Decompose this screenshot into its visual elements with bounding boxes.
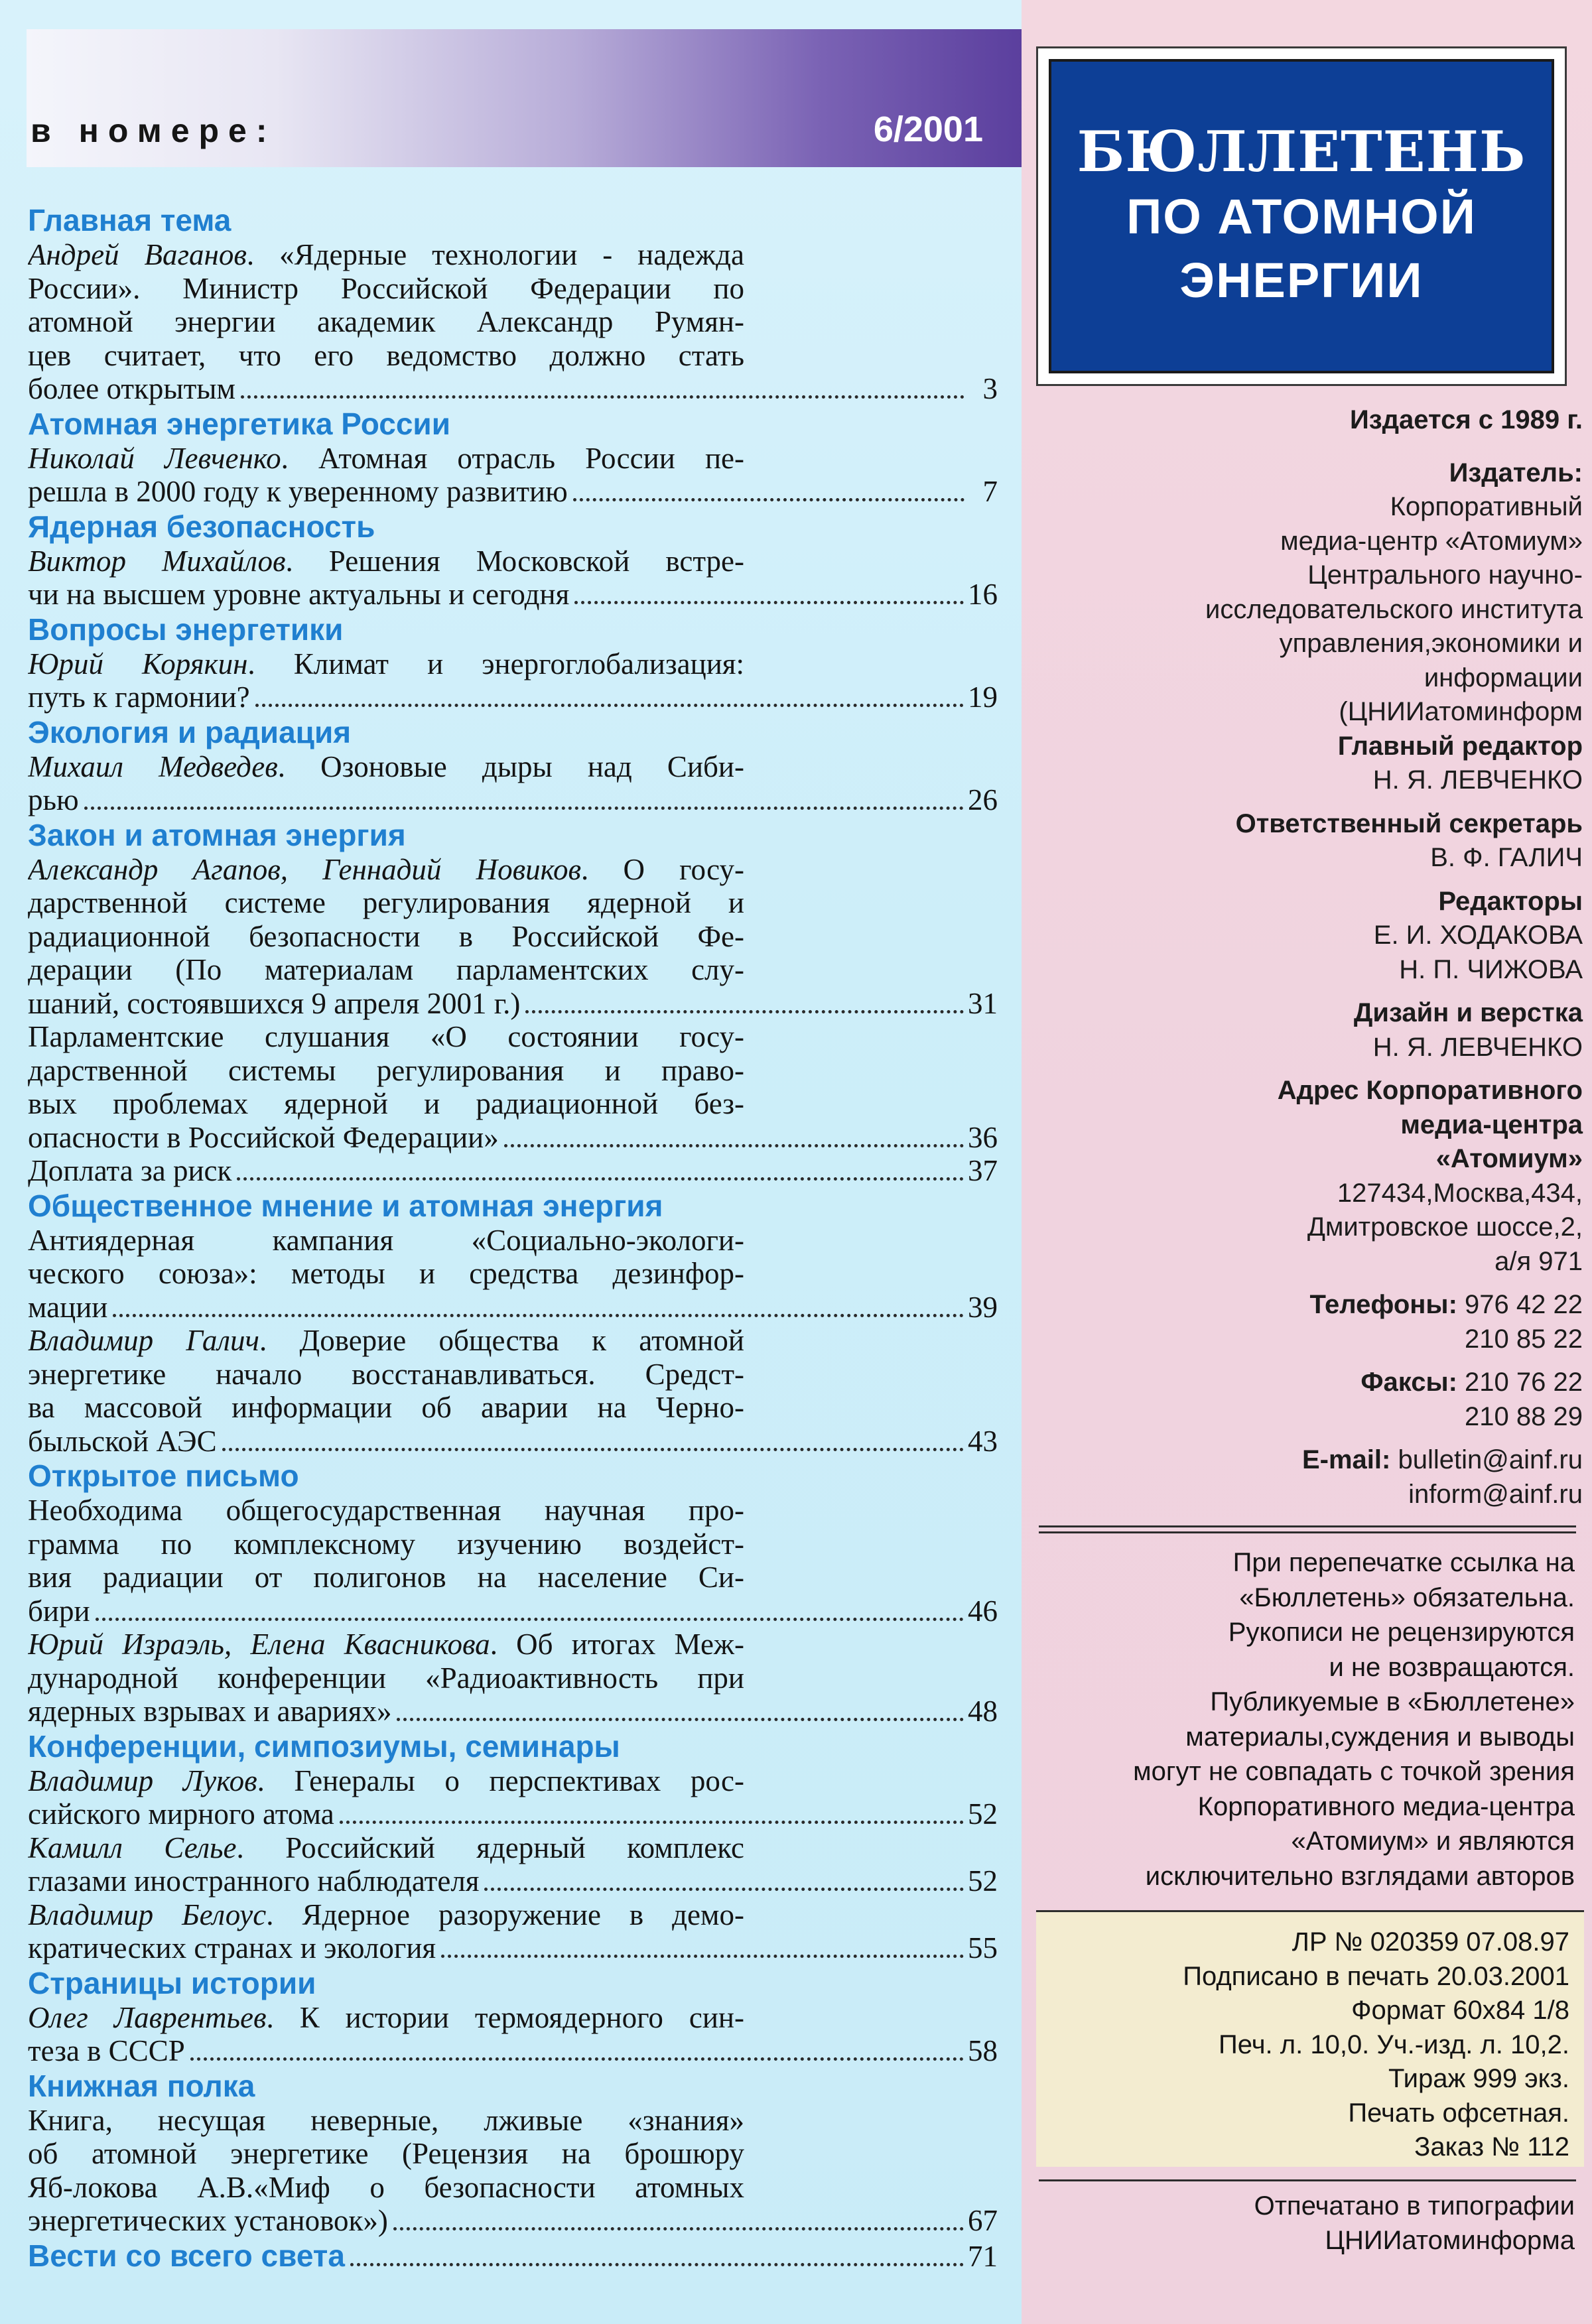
page-number: 19 — [968, 680, 998, 714]
page-number: 55 — [968, 1931, 998, 1965]
toc-entry[interactable] — [28, 750, 998, 817]
divider — [1039, 2179, 1576, 2181]
toc-entry[interactable] — [28, 1494, 998, 1628]
toc-entry[interactable] — [28, 2104, 998, 2238]
leader-dots — [190, 2057, 964, 2061]
toc-entry[interactable] — [28, 545, 998, 612]
toc-entry[interactable] — [28, 1224, 998, 1324]
entry-line: дарственной системы регулирования и право- — [28, 1053, 744, 1087]
toc-entry[interactable] — [28, 1898, 998, 1965]
address-label — [1032, 1074, 1583, 1177]
entry-last-line: сийского мирного атома 52 — [28, 1797, 998, 1831]
masthead-title-line3: ЭНЕРГИИ — [1179, 253, 1424, 308]
entry-last-line: более открытым 3 — [28, 372, 998, 405]
leader-dots — [241, 395, 964, 399]
entry-line: России». Министр Российской Федерации по — [28, 271, 744, 305]
page-number: 16 — [968, 578, 998, 611]
email-label: E-mail: — [1301, 1445, 1391, 1474]
email-2[interactable]: inform@ainf.ru — [1408, 1479, 1583, 1509]
toc-section-title: Страницы истории — [28, 1965, 316, 2000]
publication-details-line: ЛР № 020359 07.08.97 — [1292, 1927, 1569, 1957]
faxes-label: Факсы: — [1360, 1368, 1457, 1397]
fax-2: 210 88 29 — [1465, 1401, 1583, 1431]
entry-last-line: кратических странах и экология 55 — [28, 1931, 998, 1965]
toc-section-title: Экология и радиация — [28, 714, 352, 749]
leader-dots — [222, 1448, 964, 1451]
toc-entry[interactable] — [28, 442, 998, 509]
address-line: а/я 971 — [1494, 1246, 1583, 1276]
entry-last-line: мации 39 — [28, 1290, 998, 1324]
entry-last-line: Доплата за риск 37 — [28, 1154, 998, 1187]
address-line: Дмитровское шоссе,2, — [1307, 1212, 1583, 1242]
editors-line: Е. И. ХОДАКОВА — [1373, 921, 1583, 950]
entry-last-line: опасности в Российской Федерации» 36 — [28, 1120, 998, 1154]
masthead-column — [1022, 0, 1592, 2324]
entry-line: радиационной безопасности в Российской Фе- — [28, 919, 744, 953]
entry-line: Николай Левченко. Атомная отрасль России пе- — [28, 441, 744, 475]
entry-line: вия радиации от полигонов на население Си- — [28, 1561, 744, 1594]
publication-details-line: Заказ № 112 — [1414, 2132, 1569, 2162]
toc-entry[interactable] — [28, 1154, 998, 1188]
page-number: 71 — [968, 2239, 998, 2273]
masthead-title-line2: ПО АТОМНОЙ — [1126, 189, 1477, 244]
entry-line: ческого союза»: методы и средства дезинфор- — [28, 1257, 744, 1290]
page-number: 26 — [968, 783, 998, 816]
publisher-label: Издатель: — [1449, 458, 1583, 487]
entry-line: Юрий Корякин. Климат и энергоглобализация: — [28, 647, 744, 680]
entry-last-line: шаний, состоявшихся 9 апреля 2001 г.) 31 — [28, 986, 998, 1020]
phone-1: 976 42 22 — [1465, 1290, 1583, 1319]
address-label-line: Адрес Корпоративного — [1277, 1076, 1583, 1105]
reprint-notice-line: Корпоративного медиа-центра — [1197, 1791, 1575, 1821]
leader-dots — [525, 1010, 964, 1013]
publication-details-line: Печ. л. 10,0. Уч.-изд. л. 10,2. — [1219, 2030, 1569, 2059]
entry-line: об атомной энергетике (Рецензия на брошюру — [28, 2137, 744, 2170]
leader-dots — [350, 2263, 964, 2266]
reprint-notice-line: и не возвращаются. — [1329, 1652, 1575, 1682]
secretary: В. Ф. ГАЛИЧ — [1430, 843, 1583, 872]
entry-line: Владимир Луков. Генералы о перспективах рос- — [28, 1764, 744, 1797]
entry-line: Владимир Галич. Доверие общества к атомной — [28, 1324, 744, 1357]
entry-line: Владимир Белоус. Ядерное разоружение в демо- — [28, 1898, 744, 1931]
entry-line: ва массовой информации об аварии на Черно- — [28, 1391, 744, 1424]
entry-line: вых проблемах ядерной и радиационной без- — [28, 1087, 744, 1120]
page-number: 52 — [968, 1864, 998, 1898]
toc-entry[interactable] — [28, 238, 998, 406]
toc-entry[interactable] — [28, 1020, 998, 1154]
page-number: 37 — [968, 1154, 998, 1187]
since-text: Издается с 1989 г. — [1350, 405, 1583, 434]
entry-line: Камилл Селье. Российский ядерный комплекс — [28, 1831, 744, 1864]
entry-line: Яб-локова А.В.«Миф о безопасности атомных — [28, 2170, 744, 2204]
entry-line: Андрей Ваганов. «Ядерные технологии - надежда — [28, 238, 744, 271]
entry-line: Парламентские слушания «О состоянии госу- — [28, 1020, 744, 1053]
entry-line: дарственной системе регулирования ядерной и — [28, 886, 744, 919]
masthead-title-line1: БЮЛЛЕТЕНЬ — [1077, 119, 1526, 184]
chief-editor: Н. Я. ЛЕВЧЕНКО — [1372, 765, 1583, 795]
chief-editor-label: Главный редактор — [1337, 731, 1583, 761]
entry-line: Книга, несущая неверные, лживые «знания» — [28, 2103, 744, 2137]
entry-line: Необходима общегосударственная научная про- — [28, 1494, 744, 1527]
toc-entry[interactable] — [28, 1628, 998, 1728]
reprint-notice-line: Рукописи не рецензируются — [1228, 1618, 1575, 1647]
masthead-logo — [1049, 59, 1554, 373]
page-number: 7 — [982, 475, 998, 508]
publication-details-line: Подписано в печать 20.03.2001 — [1183, 1961, 1569, 1991]
section-title: Вести со всего света — [28, 2238, 345, 2273]
entry-line: атомной энергии академик Александр Румян- — [28, 305, 744, 338]
reprint-notice-line: исключительно взглядами авторов — [1145, 1861, 1575, 1891]
page-number: 67 — [968, 2204, 998, 2237]
fax-1: 210 76 22 — [1465, 1368, 1583, 1397]
toc-section-title: Закон и атомная энергия — [28, 817, 406, 852]
reprint-notice-line: При перепечатке ссылка на — [1232, 1548, 1575, 1577]
publication-details-box — [1036, 1910, 1584, 2167]
leader-dots — [84, 807, 964, 810]
issue-number: 6/2001 — [873, 109, 983, 149]
entry-last-line: решла в 2000 году к уверенному развитию 7 — [28, 475, 998, 508]
toc-section-title: Открытое письмо — [28, 1458, 299, 1493]
publisher-lines-line: исследовательского института — [1205, 594, 1583, 624]
reprint-notice-line: «Атомиум» и являются — [1291, 1827, 1575, 1856]
entry-line: дерации (По материалам парламентских слу- — [28, 953, 744, 986]
page-number: 58 — [968, 2034, 998, 2067]
toc-section-title: Конференции, симпозиумы, семинары — [28, 1728, 620, 1764]
page-number: 52 — [968, 1797, 998, 1831]
entry-line: Антиядерная кампания «Социально-экологи- — [28, 1223, 744, 1257]
reprint-notice-line: могут не совпадать с точкой зрения — [1133, 1757, 1575, 1786]
entry-last-line: теза в СССР 58 — [28, 2034, 998, 2067]
printer-info — [1031, 2189, 1575, 2258]
printer-info-line: Отпечатано в типографии — [1254, 2191, 1575, 2221]
page-number: 31 — [968, 986, 998, 1020]
reprint-notice-line: материалы,суждения и выводы — [1185, 1722, 1575, 1752]
toc-section-title: Атомная энергетика России — [28, 406, 450, 441]
in-issue-label: в номере: — [31, 112, 277, 149]
editors — [1032, 919, 1583, 987]
leader-dots — [113, 1314, 964, 1317]
imprint — [1032, 403, 1583, 1512]
reprint-notice — [1031, 1545, 1575, 1894]
address-label-line: «Атомиум» — [1435, 1144, 1583, 1173]
page-number: 46 — [968, 1594, 998, 1628]
toc-section-title: Вопросы энергетики — [28, 612, 344, 647]
entry-last-line: бири 46 — [28, 1594, 998, 1628]
leader-dots — [96, 1618, 964, 1621]
leader-dots — [397, 1718, 964, 1721]
entry-line: энергетике начало восстанавливаться. Средст- — [28, 1357, 744, 1391]
entry-last-line: энергетических установок») 67 — [28, 2204, 998, 2237]
leader-dots — [393, 2227, 964, 2230]
entry-last-line: глазами иностранного наблюдателя 52 — [28, 1864, 998, 1898]
entry-line: Виктор Михайлов. Решения Московской встре- — [28, 544, 744, 578]
toc-section[interactable] — [28, 2238, 998, 2274]
email-1[interactable]: bulletin@ainf.ru — [1398, 1445, 1583, 1474]
entry-line: Александр Агапов, Геннадий Новиков. О госу- — [28, 852, 744, 886]
entry-line: Олег Лаврентьев. К истории термоядерного син- — [28, 2000, 744, 2034]
reprint-notice-line: «Бюллетень» обязательна. — [1239, 1582, 1575, 1612]
entry-line: цев считает, что его ведомство должно стать — [28, 338, 744, 372]
page-number: 3 — [982, 372, 998, 405]
editors-line: Н. П. ЧИЖОВА — [1399, 954, 1583, 984]
leader-dots — [573, 498, 964, 501]
entry-last-line: ядерных взрывах и авариях» 48 — [28, 1695, 998, 1728]
publication-details-line: Тираж 999 экз. — [1388, 2064, 1569, 2093]
toc-entry[interactable] — [28, 853, 998, 1021]
phones-label: Телефоны: — [1309, 1290, 1457, 1319]
toc-section-title: Общественное мнение и атомная энергия — [28, 1188, 663, 1223]
toc-section-title: Книжная полка — [28, 2068, 255, 2103]
leader-dots — [340, 1821, 964, 1824]
toc-entry[interactable] — [28, 1831, 998, 1898]
publisher-lines-line: (ЦНИИатоминформ — [1339, 697, 1583, 726]
entry-line: Михаил Медведев. Озоновые дыры над Сиби- — [28, 749, 744, 783]
publication-details-line: Формат 60х84 1/8 — [1351, 1996, 1569, 2025]
secretary-label: Ответственный секретарь — [1235, 808, 1583, 838]
entry-last-line: чи на высшем уровне актуальны и сегодня 16 — [28, 578, 998, 611]
reprint-notice-line: Публикуемые в «Бюллетене» — [1210, 1687, 1575, 1716]
publisher-lines-line: Корпоративный — [1390, 492, 1583, 521]
entry-line: Юрий Израэль, Елена Квасникова. Об итогах Меж- — [28, 1628, 744, 1661]
publication-details-line: Печать офсетная. — [1348, 2098, 1569, 2128]
entry-last-line: быльской АЭС 43 — [28, 1424, 998, 1458]
divider — [1039, 1525, 1576, 1533]
toc-entry[interactable] — [28, 1324, 998, 1458]
toc-entry[interactable] — [28, 647, 998, 714]
page-number: 36 — [968, 1120, 998, 1154]
toc-entry[interactable] — [28, 2001, 998, 2068]
publisher-lines-line: медиа-центр «Атомиум» — [1280, 526, 1583, 556]
publisher-lines-line: Центрального научно- — [1307, 560, 1583, 590]
toc-entry[interactable] — [28, 1764, 998, 1831]
publication-details — [1183, 1925, 1569, 2165]
design: Н. Я. ЛЕВЧЕНКО — [1372, 1032, 1583, 1062]
leader-dots — [441, 1955, 964, 1958]
publisher-lines — [1032, 490, 1583, 730]
masthead-logo-frame — [1036, 46, 1567, 386]
leader-dots — [574, 601, 964, 604]
address — [1032, 1177, 1583, 1279]
entry-line: дународной конференции «Радиоактивность при — [28, 1661, 744, 1695]
editors-label: Редакторы — [1438, 886, 1583, 916]
page-number: 43 — [968, 1424, 998, 1458]
leader-dots — [255, 704, 964, 707]
publisher-lines-line: информации — [1424, 663, 1583, 692]
design-label: Дизайн и верстка — [1353, 998, 1583, 1027]
leader-dots — [484, 1888, 964, 1891]
toc-section-title: Главная тема — [28, 203, 232, 237]
printer-info-line: ЦНИИатоминформа — [1325, 2226, 1575, 2255]
entry-last-line: рью 26 — [28, 783, 998, 816]
address-line: 127434,Москва,434, — [1337, 1178, 1583, 1208]
table-of-contents — [28, 202, 998, 2274]
leader-dots — [504, 1144, 964, 1147]
entry-last-line: путь к гармонии? 19 — [28, 680, 998, 714]
address-label-line: медиа-центра — [1400, 1110, 1583, 1139]
phone-2: 210 85 22 — [1465, 1324, 1583, 1354]
page-number: 48 — [968, 1695, 998, 1728]
publisher-lines-line: управления,экономики и — [1279, 629, 1583, 658]
entry-line: грамма по комплексному изучению воздейст- — [28, 1527, 744, 1561]
page-number: 39 — [968, 1290, 998, 1324]
leader-dots — [237, 1177, 964, 1181]
toc-section-title: Ядерная безопасность — [28, 509, 375, 544]
